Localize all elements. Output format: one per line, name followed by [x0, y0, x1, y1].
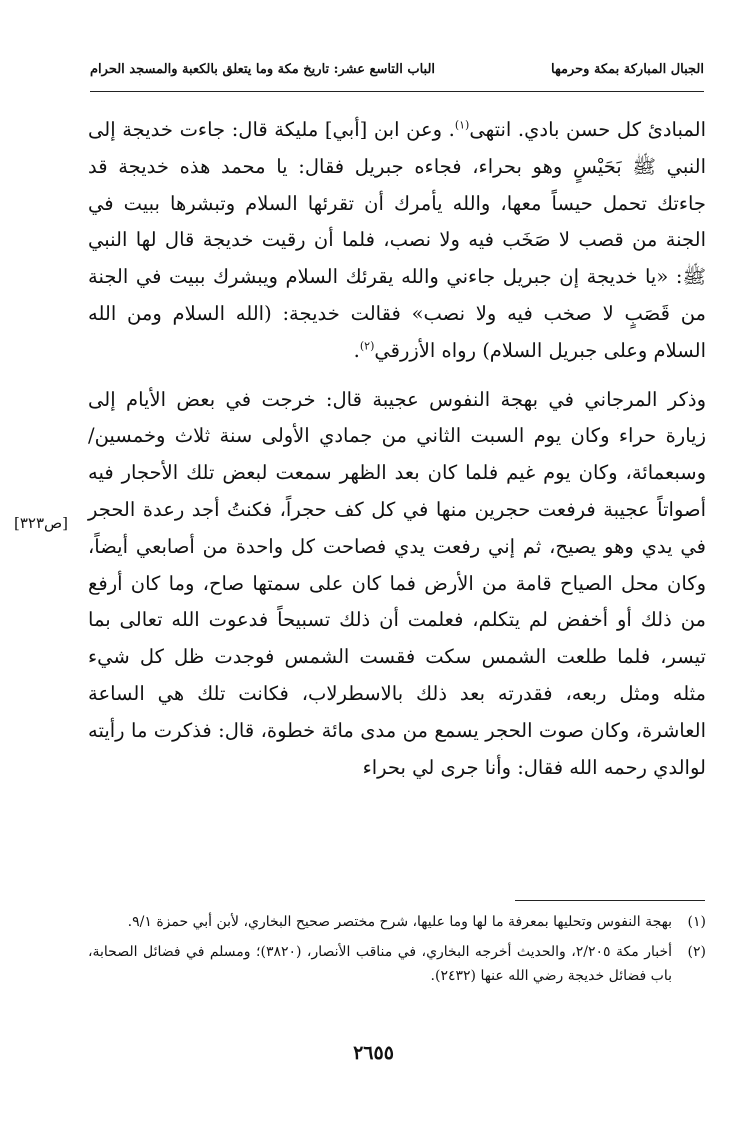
footnote-text: أخبار مكة ٢/٢٠٥، والحديث أخرجه البخاري، في مناقب الأنصار، (٣٨٢٠)؛ ومسلم في فضائل الصحابة، باب فضائل خديجة رضي الله عنها (٢٤٣٢). [88, 944, 672, 984]
footnote-number: (٢) [687, 944, 706, 960]
footnote-text: بهجة النفوس وتحليها بمعرفة ما لها وما عليها، شرح مختصر صحيح البخاري، لأبن أبي حمزة ٩/١. [127, 914, 672, 930]
paragraph-2: وذكر المرجاني في بهجة النفوس عجيبة قال: خرجت في بعض الأيام إلى زيارة حراء وكان يوم السبت الثاني من جمادي الأولى سنة ثلاث وخمسين/ وسبعمائة، وكان يوم غيم فلما كان بعد الظهر سمعت لبعض تلك الأحجار فيه أصواتاً عجيبة فرفعت حجرين منها في كل كف حجراً، فكنتُ أجد رعدة الحجر في يدي وهو يصيح، ثم إني رفعت يدي فصاحت كل واحدة من أصابعي أيضاً، وكان محل الصياح قامة من الأرض فما كان على سمتها صاح، وما كان أرفع من ذلك أو أخفض لم يتكلم، فعلمت أن ذلك تسبيحاً فدعوت الله تعالى بما تيسر، فلما طلعت الشمس سكت فقست الشمس فوجدت ظل كل شيء مثله ومثل ربعه، فقدرته بعد ذلك بالاسطرلاب، فكانت تلك هي الساعة العاشرة، وكان صوت الحجر يسمع من مدى مائة خطوة، قال: فذكرت ما رأيته لوالدي رحمه الله فقال: وأنا جرى لي بحراء [88, 387, 706, 779]
running-header [90, 62, 704, 84]
paragraph-1-part-1: المبادئ كل حسن بادي. انتهى [469, 118, 706, 141]
paragraph-1-part-2: . وعن ابن [أبي] مليكة قال: جاءت خديجة إلى النبي ﷺ بَحَيْسٍ وهو بحراء، فجاءه جبريل فقال: يا محمد هذه خديجة قد جاءتك تحمل حيساً معها، والله يأمرك أن تقرئها السلام وتبشرها ببيت في الجنة من قصب لا صَخَب فيه ولا نصب، فلما أن رقيت خديجة قال لها النبي ﷺ: «يا خديجة إن جبريل جاءني والله يقرئك السلام ويبشرك ببيت في الجنة من قَصَبٍ لا صخب فيه ولا نصب» فقالت خديجة: (الله السلام ومن الله السلام وعلى جبريل السلام) رواه الأزرقي [88, 118, 706, 362]
main-text [88, 112, 706, 786]
footnote-number: (١) [687, 914, 706, 930]
page-number: ٢٦٥٥ [353, 1042, 394, 1064]
marginal-page-reference: [ص٣٢٣] [14, 514, 69, 532]
footnotes [88, 910, 706, 994]
header-book-title: الجبال المباركة بمكة وحرمها [551, 62, 704, 77]
paragraph-1-part-3: . [353, 338, 360, 362]
footnote-divider [515, 900, 705, 901]
header-divider [90, 91, 704, 92]
paragraph-1 [88, 112, 706, 370]
paragraph-spacer [88, 370, 706, 382]
footnote-item [88, 940, 706, 988]
footnote-item [88, 910, 706, 934]
header-chapter-title: الباب التاسع عشر: تاريخ مكة وما يتعلق بالكعبة والمسجد الحرام [90, 62, 436, 77]
footnote-ref-1: (١) [454, 118, 470, 132]
footnote-ref-2: (٢) [359, 339, 375, 353]
